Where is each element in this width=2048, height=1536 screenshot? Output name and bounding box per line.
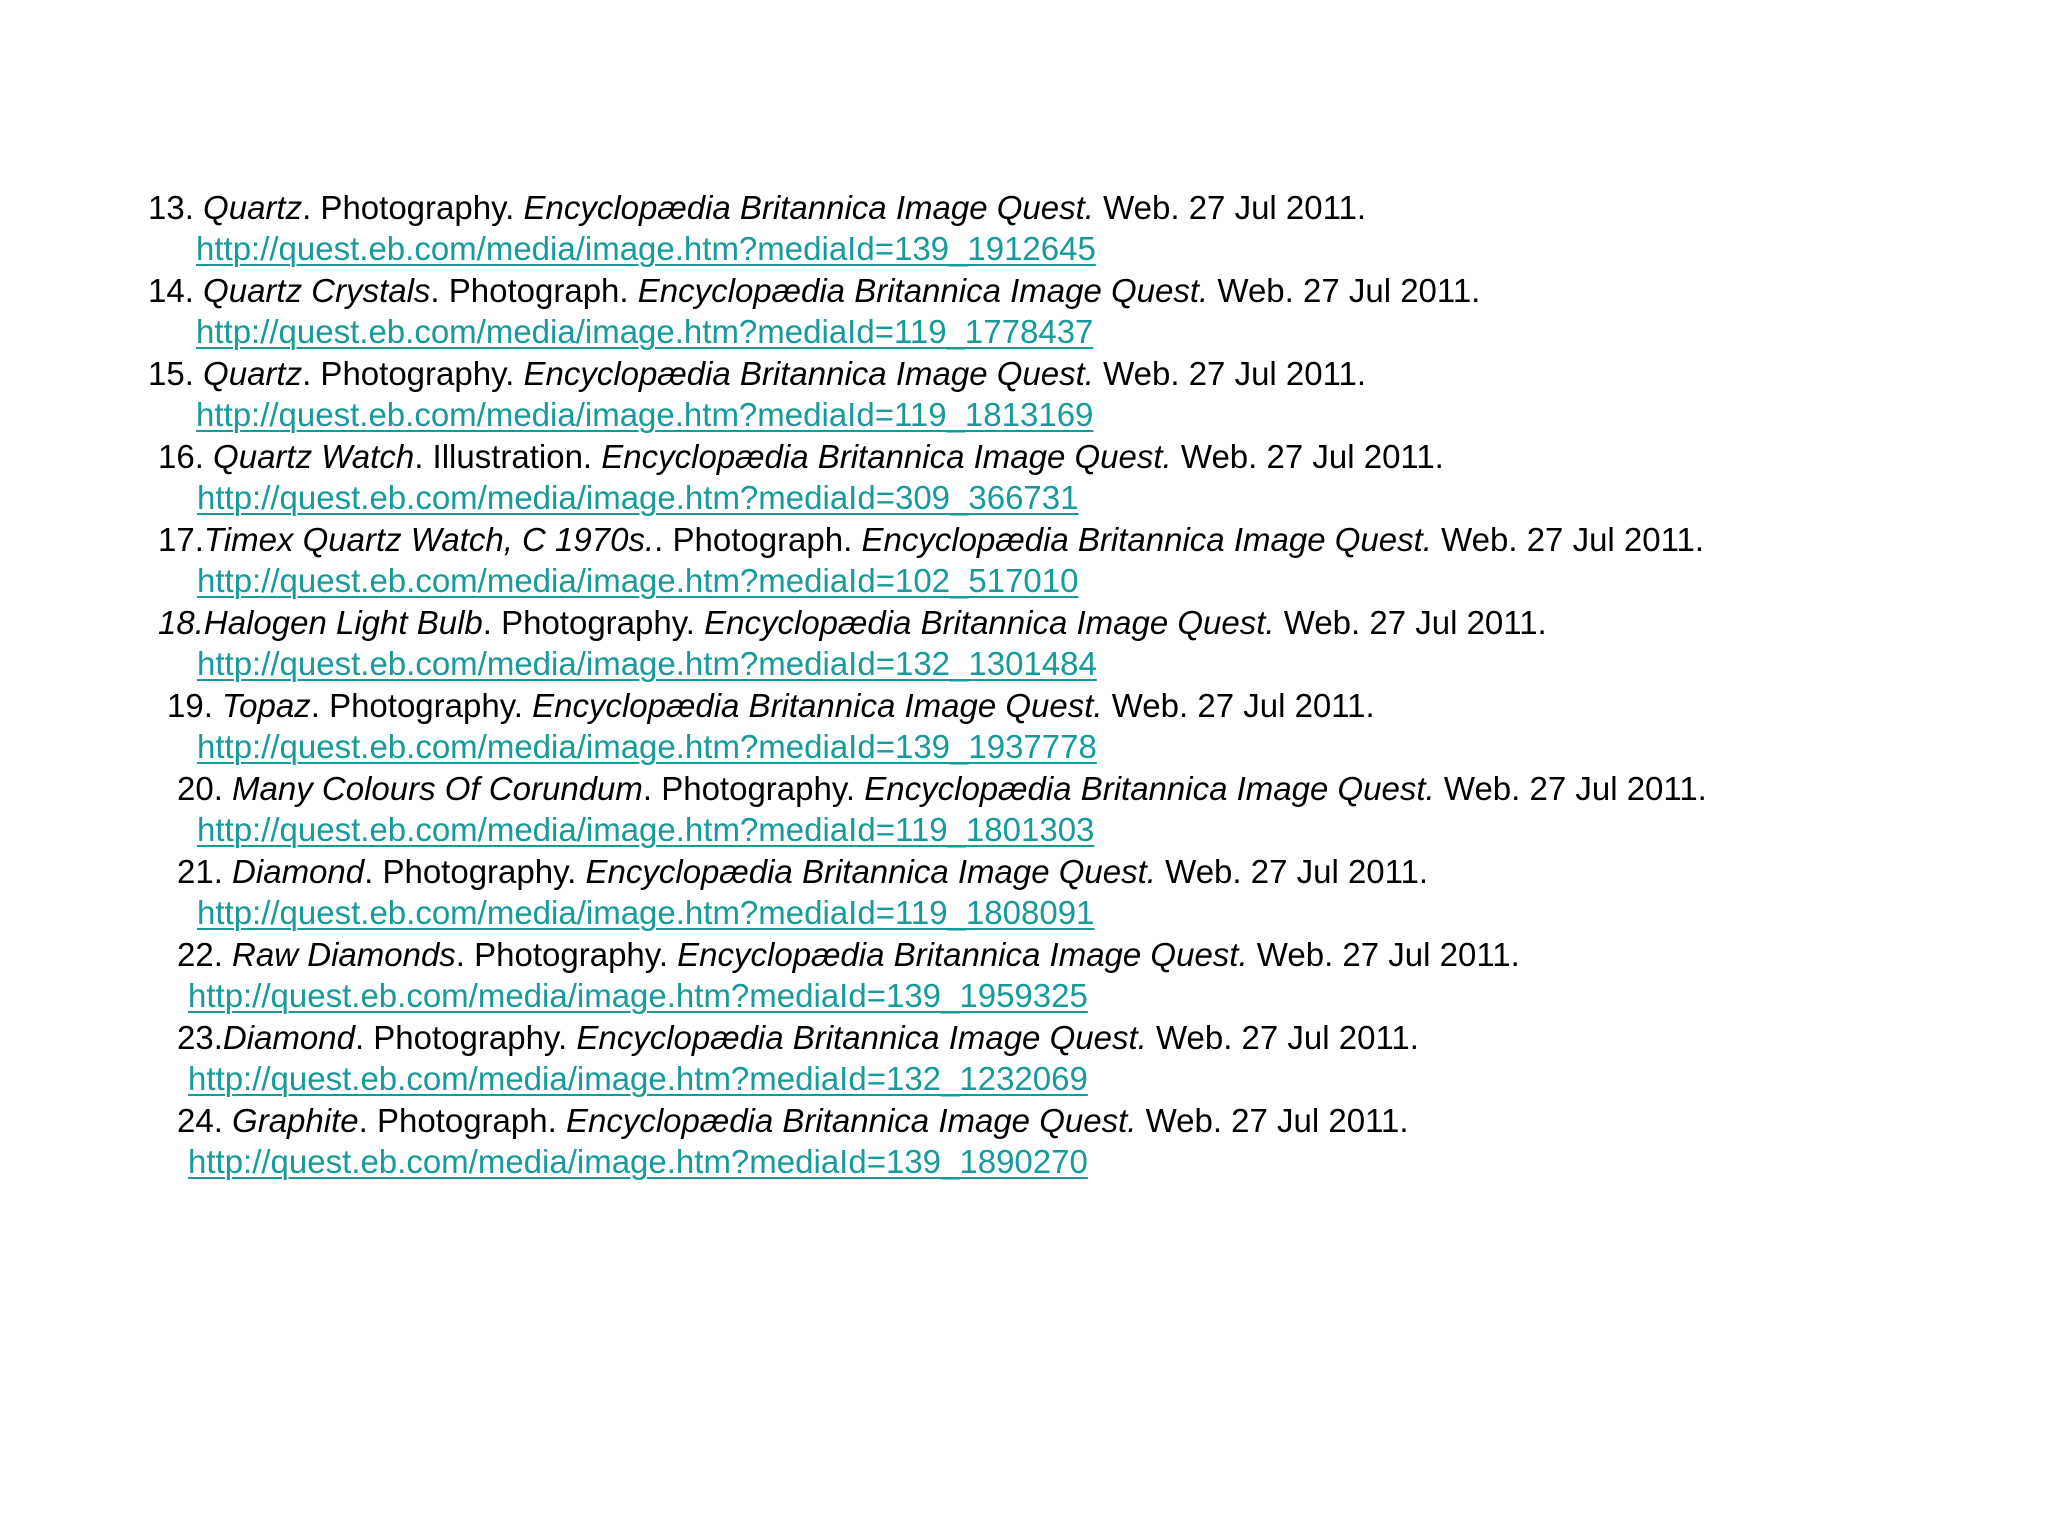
- reference-number: 23.: [177, 1019, 223, 1056]
- reference-accessed: Web. 27 Jul 2011.: [1434, 770, 1707, 807]
- reference-number: 17.: [158, 521, 204, 558]
- reference-24-link[interactable]: http://quest.eb.com/media/image.htm?mediaId=139_1890270: [188, 1143, 1088, 1180]
- reference-20-link[interactable]: http://quest.eb.com/media/image.htm?mediaId=119_1801303: [197, 811, 1095, 848]
- reference-number: 24.: [177, 1102, 233, 1139]
- reference-17-link[interactable]: http://quest.eb.com/media/image.htm?mediaId=102_517010: [197, 562, 1079, 599]
- reference-13-link[interactable]: http://quest.eb.com/media/image.htm?mediaId=139_1912645: [196, 230, 1096, 267]
- reference-title: Raw Diamonds: [232, 936, 456, 973]
- reference-accessed: Web. 27 Jul 2011.: [1093, 189, 1367, 226]
- reference-14-link[interactable]: http://quest.eb.com/media/image.htm?mediaId=119_1778437: [196, 313, 1094, 350]
- reference-source: Encyclopædia Britannica Image Quest.: [601, 438, 1172, 475]
- reference-13: [148, 188, 1366, 228]
- reference-title: Many Colours Of Corundum: [232, 770, 643, 807]
- reference-accessed: Web. 27 Jul 2011.: [1093, 355, 1367, 392]
- reference-accessed: Web. 27 Jul 2011.: [1102, 687, 1375, 724]
- reference-source: Encyclopædia Britannica Image Quest.: [523, 189, 1094, 226]
- reference-accessed: Web. 27 Jul 2011.: [1208, 272, 1481, 309]
- reference-source: Encyclopædia Britannica Image Quest.: [576, 1019, 1147, 1056]
- reference-16: [158, 437, 1444, 477]
- reference-medium: . Photography.: [642, 770, 865, 807]
- reference-accessed: Web. 27 Jul 2011.: [1136, 1102, 1409, 1139]
- reference-accessed: Web. 27 Jul 2011.: [1431, 521, 1705, 558]
- reference-21: [177, 852, 1428, 892]
- reference-23: [177, 1018, 1419, 1058]
- reference-title: Diamond: [232, 853, 365, 890]
- reference-medium: . Photograph.: [654, 521, 862, 558]
- reference-accessed: Web. 27 Jul 2011.: [1171, 438, 1444, 475]
- reference-medium: . Photography.: [302, 189, 524, 226]
- reference-24: [177, 1101, 1409, 1141]
- reference-source: Encyclopædia Britannica Image Quest.: [585, 853, 1156, 890]
- reference-19-link[interactable]: http://quest.eb.com/media/image.htm?mediaId=139_1937778: [197, 728, 1097, 765]
- reference-22: [177, 935, 1520, 975]
- reference-source: Encyclopædia Britannica Image Quest.: [565, 1102, 1137, 1139]
- reference-title: Diamond: [222, 1019, 355, 1056]
- reference-source: Encyclopædia Britannica Image Quest.: [864, 770, 1435, 807]
- reference-title: Quartz: [203, 355, 303, 392]
- reference-title: Topaz: [222, 687, 311, 724]
- reference-medium: . Photography.: [354, 1019, 577, 1056]
- reference-number: 20.: [177, 770, 233, 807]
- reference-18: [158, 603, 1547, 643]
- reference-16-link[interactable]: http://quest.eb.com/media/image.htm?mediaId=309_366731: [197, 479, 1079, 516]
- reference-medium: . Photograph.: [430, 272, 638, 309]
- reference-medium: . Photography.: [364, 853, 586, 890]
- reference-title: Quartz: [203, 189, 303, 226]
- reference-medium: . Photograph.: [358, 1102, 566, 1139]
- reference-number: 21.: [177, 853, 233, 890]
- reference-15-link[interactable]: http://quest.eb.com/media/image.htm?mediaId=119_1813169: [196, 396, 1094, 433]
- reference-22-link[interactable]: http://quest.eb.com/media/image.htm?mediaId=139_1959325: [188, 977, 1088, 1014]
- reference-number: 18.: [158, 604, 204, 641]
- reference-medium: . Photography.: [302, 355, 524, 392]
- reference-14: [148, 271, 1480, 311]
- reference-18-link[interactable]: http://quest.eb.com/media/image.htm?mediaId=132_1301484: [197, 645, 1097, 682]
- reference-17: [158, 520, 1704, 560]
- reference-number: 13.: [148, 189, 204, 226]
- reference-title: Halogen Light Bulb: [203, 604, 483, 641]
- reference-source: Encyclopædia Britannica Image Quest.: [523, 355, 1094, 392]
- reference-number: 15.: [148, 355, 204, 392]
- reference-source: Encyclopædia Britannica Image Quest.: [704, 604, 1275, 641]
- reference-source: Encyclopædia Britannica Image Quest.: [861, 521, 1432, 558]
- reference-accessed: Web. 27 Jul 2011.: [1155, 853, 1429, 890]
- reference-source: Encyclopædia Britannica Image Quest.: [532, 687, 1103, 724]
- reference-source: Encyclopædia Britannica Image Quest.: [677, 936, 1248, 973]
- reference-20: [177, 769, 1707, 809]
- reference-15: [148, 354, 1366, 394]
- reference-accessed: Web. 27 Jul 2011.: [1247, 936, 1520, 973]
- reference-number: 22.: [177, 936, 233, 973]
- reference-title: Quartz Crystals: [203, 272, 431, 309]
- reference-accessed: Web. 27 Jul 2011.: [1274, 604, 1547, 641]
- reference-title: Timex Quartz Watch, C 1970s.: [203, 521, 655, 558]
- reference-medium: . Photography.: [455, 936, 678, 973]
- reference-21-link[interactable]: http://quest.eb.com/media/image.htm?mediaId=119_1808091: [197, 894, 1095, 931]
- reference-medium: . Illustration.: [414, 438, 602, 475]
- reference-number: 14.: [148, 272, 204, 309]
- reference-23-link[interactable]: http://quest.eb.com/media/image.htm?mediaId=132_1232069: [188, 1060, 1088, 1097]
- reference-source: Encyclopædia Britannica Image Quest.: [637, 272, 1209, 309]
- reference-accessed: Web. 27 Jul 2011.: [1146, 1019, 1419, 1056]
- reference-title: Quartz Watch: [213, 438, 415, 475]
- reference-medium: . Photography.: [310, 687, 533, 724]
- reference-number: 19.: [167, 687, 223, 724]
- reference-medium: . Photography.: [482, 604, 705, 641]
- reference-title: Graphite: [232, 1102, 359, 1139]
- reference-number: 16.: [158, 438, 214, 475]
- reference-19: [167, 686, 1375, 726]
